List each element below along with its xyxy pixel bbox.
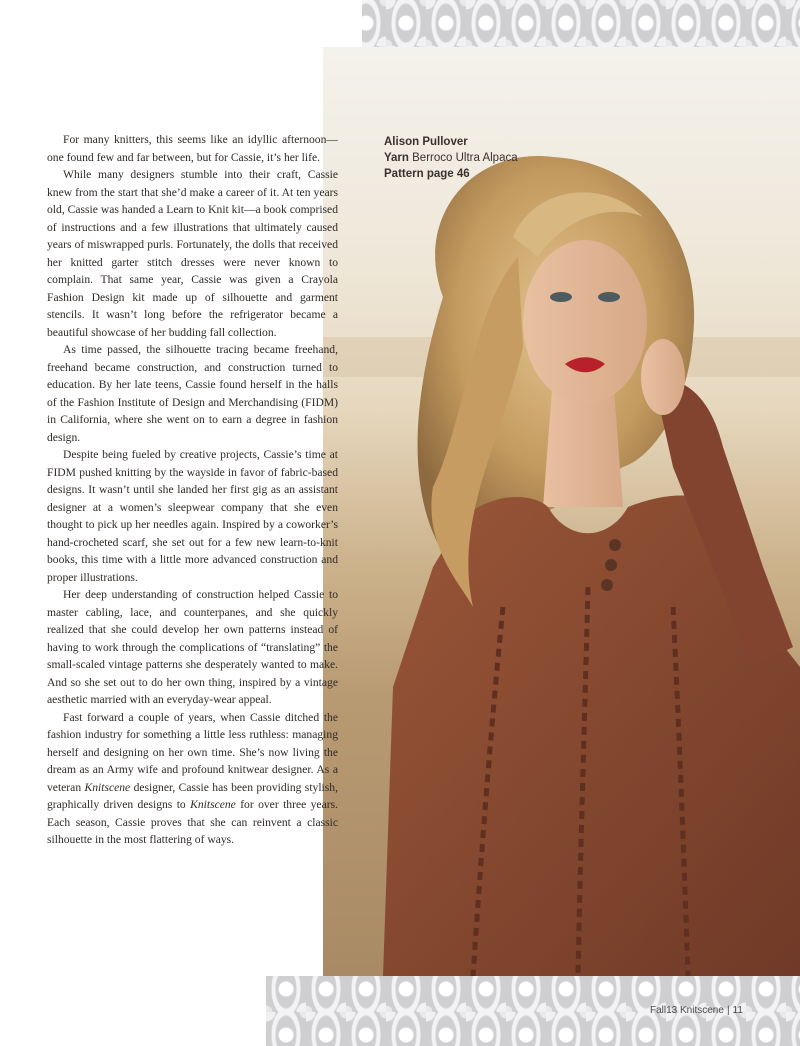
photo-caption bbox=[384, 134, 518, 182]
magazine-title: Knitscene bbox=[190, 798, 236, 811]
text-run: designer, Cassie has been providing stylish, graphically driven designs to bbox=[47, 780, 338, 811]
caption-yarn-label: Yarn bbox=[384, 152, 409, 164]
model-photo bbox=[323, 47, 800, 976]
article-body bbox=[47, 131, 338, 849]
paragraph: While many designers stumble into their craft, Cassie knew from the start that she’d make a career of it. At ten years old, Cassie was handed a Learn to Knit kit—a book comprised of instructions and a few illustrations that ultimately caused years of miswrapped purls. Fortunately, the dolls that received her knitted garter stitch dresses were never known to complain. That same year, Cassie was given a Crayola Fashion Design kit made up of silhouette and garment stencils. It wasn’t long before the refrigerator became a beautiful showcase of her budding fall collection. bbox=[47, 168, 338, 339]
caption-design-name: Alison Pullover bbox=[384, 136, 468, 148]
text-run: for over three years. Each season, Cassie proves that she can reinvent a classic silhouette in the most flattering of ways. bbox=[47, 798, 338, 846]
folio-separator: | bbox=[726, 1005, 730, 1016]
page-folio bbox=[650, 1005, 743, 1016]
caption-yarn-value: Berroco Ultra Alpaca bbox=[412, 152, 518, 164]
caption-pattern-page: Pattern page 46 bbox=[384, 168, 470, 180]
model-illustration bbox=[323, 47, 800, 976]
magazine-title: Knitscene bbox=[84, 780, 131, 794]
paragraph: Her deep understanding of construction helped Cassie to master cabling, lace, and counterpanes, and she quickly realized that she could develop her own patterns instead of having to work through the complications of “translating” the small-scaled vintage patterns she desperately wanted to make. And so she set out to do her own thing, inspired by a vintage aesthetic married with an everyday-wear appeal. bbox=[47, 588, 338, 706]
text-run: Fast forward a couple of years, when Cassie ditched the fashion industry for something a little less ruthless: managing herself and designing on her own time. She’s now living the dream as an Army wife and profound knitwear designer. As a veteran bbox=[47, 710, 338, 794]
folio-issue: Fall13 Knitscene bbox=[650, 1005, 724, 1016]
paragraph: For many knitters, this seems like an idyllic afternoon—one found few and far between, but for Cassie, it’s her life. bbox=[47, 133, 338, 164]
paragraph: Despite being fueled by creative projects, Cassie’s time at FIDM pushed knitting by the wayside in favor of fabric-based designs. It wasn’t until she landed her first gig as an assistant designer at a women’s sleepwear company that she even thought to pick up her needles again. Inspired by a coworker’s hand-crocheted scarf, she set out for a few new learn-to-knit books, this time with a little more advanced construction and proper illustrations. bbox=[47, 448, 338, 584]
paragraph-last bbox=[47, 709, 338, 849]
paragraph: As time passed, the silhouette tracing became freehand, freehand became construction, and construction turned to education. By her late teens, Cassie found herself in the halls of the Fashion Institute of Design and Merchandising (FIDM) in California, where she went on to earn a degree in fashion design. bbox=[47, 343, 338, 444]
page-number: 11 bbox=[732, 1005, 743, 1016]
